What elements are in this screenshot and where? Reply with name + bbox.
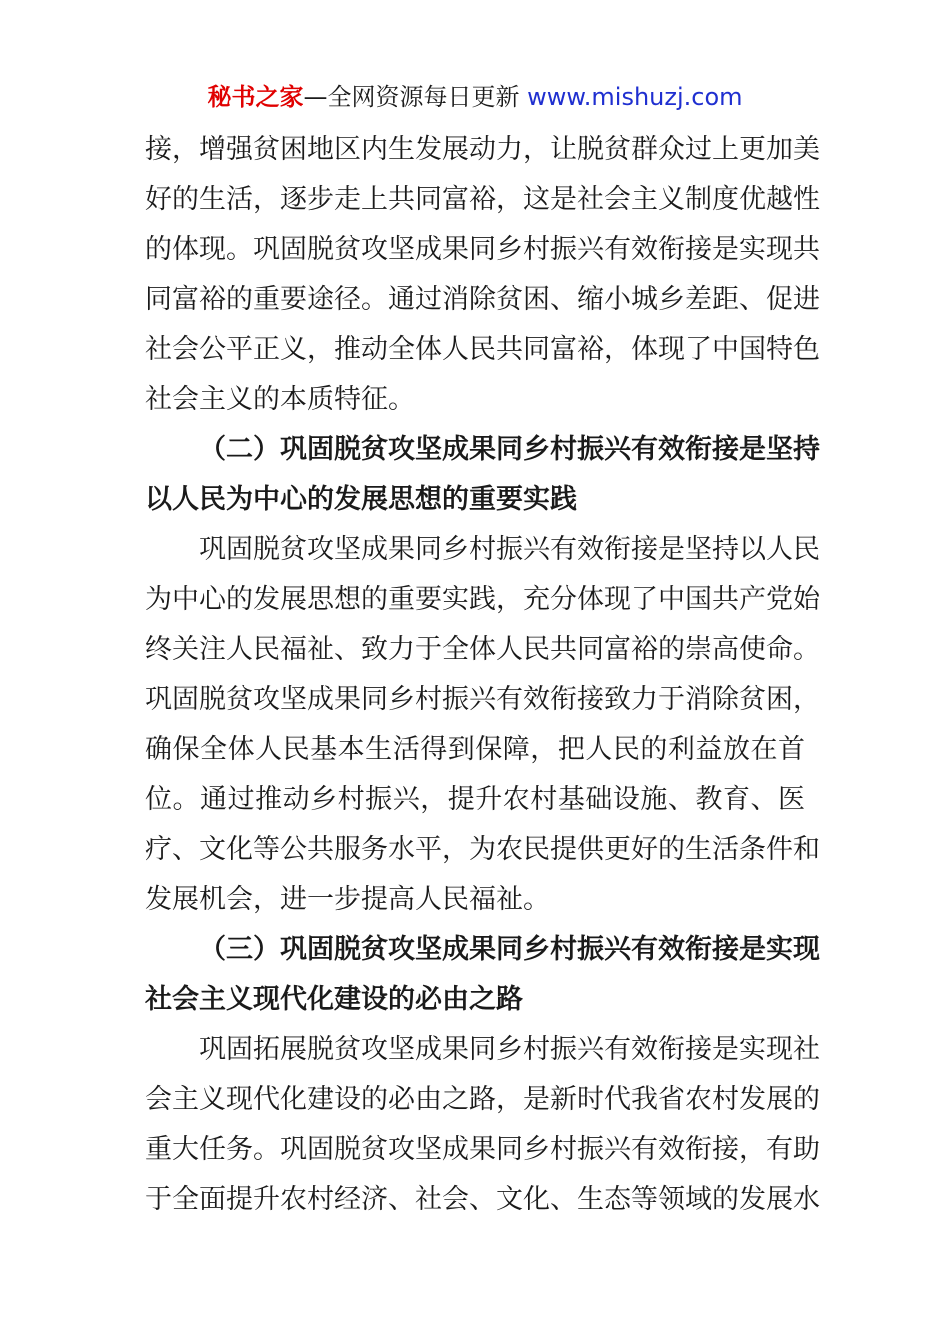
text-line: 巩固拓展脱贫攻坚成果同乡村振兴有效衔接是实现社 [199,1034,820,1065]
text-line: 位。通过推动乡村振兴，提升农村基础设施、教育、医 [145,784,805,815]
text-line: 巩固脱贫攻坚成果同乡村振兴有效衔接致力于消除贫困， [145,684,820,715]
text-line: 同富裕的重要途径。通过消除贫困、缩小城乡差距、促进 [145,284,820,315]
section-heading: （三）巩固脱贫攻坚成果同乡村振兴有效衔接是实现 [199,934,820,965]
text-line: 接，增强贫困地区内生发展动力，让脱贫群众过上更加美 [145,134,820,165]
document-body [145,125,820,1225]
text-line: 发展机会，进一步提高人民福祉。 [145,884,550,915]
text-line: 社会公平正义，推动全体人民共同富裕，体现了中国特色 [145,334,820,365]
section-heading: 社会主义现代化建设的必由之路 [145,984,523,1015]
header-tagline: —全网资源每日更新 [303,83,528,111]
text-line: 确保全体人民基本生活得到保障，把人民的利益放在首 [145,734,805,765]
text-line: 为中心的发展思想的重要实践，充分体现了中国共产党始 [145,584,820,615]
text-line: 好的生活，逐步走上共同富裕，这是社会主义制度优越性 [145,184,820,215]
text-line: 于全面提升农村经济、社会、文化、生态等领域的发展水 [145,1184,820,1215]
text-line: 会主义现代化建设的必由之路，是新时代我省农村发展的 [145,1084,820,1115]
text-line: 终关注人民福祉、致力于全体人民共同富裕的崇高使命。 [145,634,820,665]
page-header [0,80,950,114]
section-heading: （二）巩固脱贫攻坚成果同乡村振兴有效衔接是坚持 [199,434,820,465]
section-heading: 以人民为中心的发展思想的重要实践 [145,484,577,515]
text-line: 重大任务。巩固脱贫攻坚成果同乡村振兴有效衔接，有助 [145,1134,820,1165]
text-line: 社会主义的本质特征。 [145,384,415,415]
text-line: 巩固脱贫攻坚成果同乡村振兴有效衔接是坚持以人民 [199,534,820,565]
brand-name: 秘书之家 [207,83,304,111]
text-line: 疗、文化等公共服务水平，为农民提供更好的生活条件和 [145,834,820,865]
site-url-link[interactable]: www.mishuzj.com [527,83,743,111]
text-line: 的体现。巩固脱贫攻坚成果同乡村振兴有效衔接是实现共 [145,234,820,265]
